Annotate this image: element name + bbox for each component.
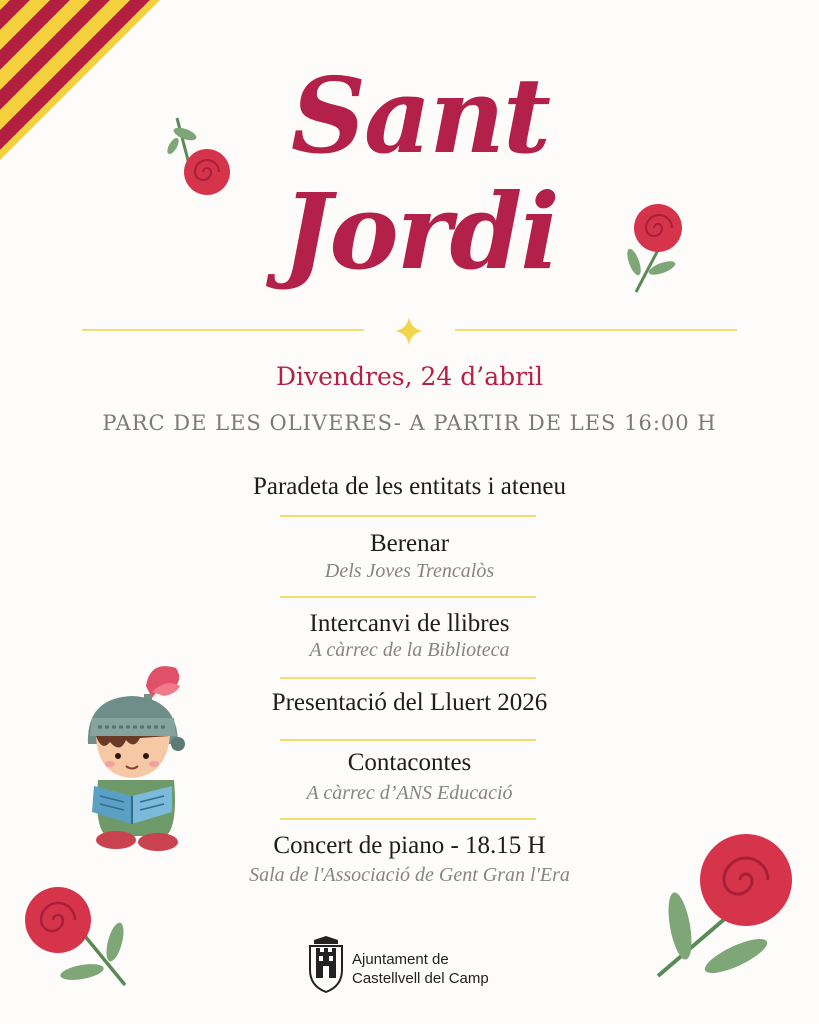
rose-icon — [20, 880, 135, 990]
sparkle-icon — [394, 316, 424, 346]
activity-title: Paradeta de les entitats i ateneu — [252, 473, 567, 500]
catalan-flag-icon — [0, 0, 160, 160]
activity-separator — [280, 739, 536, 741]
activity-title: Concert de piano - 18.15 H — [273, 832, 546, 859]
divider-left — [82, 329, 364, 331]
activity-separator — [280, 596, 536, 598]
activity-title: Presentació del Lluert 2026 — [271, 689, 548, 716]
activity-subtitle: Sala de l'Associació de Gent Gran l'Era — [249, 864, 570, 886]
activity-subtitle: A càrrec de la Biblioteca — [309, 639, 510, 661]
rose-icon — [165, 112, 235, 202]
activity-subtitle: Dels Joves Trencalòs — [324, 560, 495, 582]
organizer-line-2: Castellvell del Camp — [352, 970, 489, 987]
event-date: Divendres, 24 d’abril — [275, 362, 544, 391]
activity-title: Intercanvi de llibres — [309, 610, 510, 637]
knight-reading-icon — [80, 656, 195, 856]
organizer-line-1: Ajuntament de — [352, 951, 449, 968]
divider-right — [455, 329, 737, 331]
title-line-1: Sant — [290, 54, 550, 177]
rose-icon — [622, 200, 692, 300]
activity-separator — [280, 818, 536, 820]
coat-of-arms-icon — [304, 936, 348, 994]
organizer-name — [352, 950, 489, 988]
activity-separator — [280, 515, 536, 517]
activity-title: Contacontes — [347, 749, 472, 776]
event-venue: PARC DE LES OLIVERES- A PARTIR DE LES 16:00 H — [102, 411, 717, 435]
activity-separator — [280, 677, 536, 679]
activity-subtitle: A càrrec d’ANS Educació — [306, 782, 513, 804]
title-line-2: Jordi — [282, 170, 558, 293]
activity-title: Berenar — [369, 530, 450, 557]
